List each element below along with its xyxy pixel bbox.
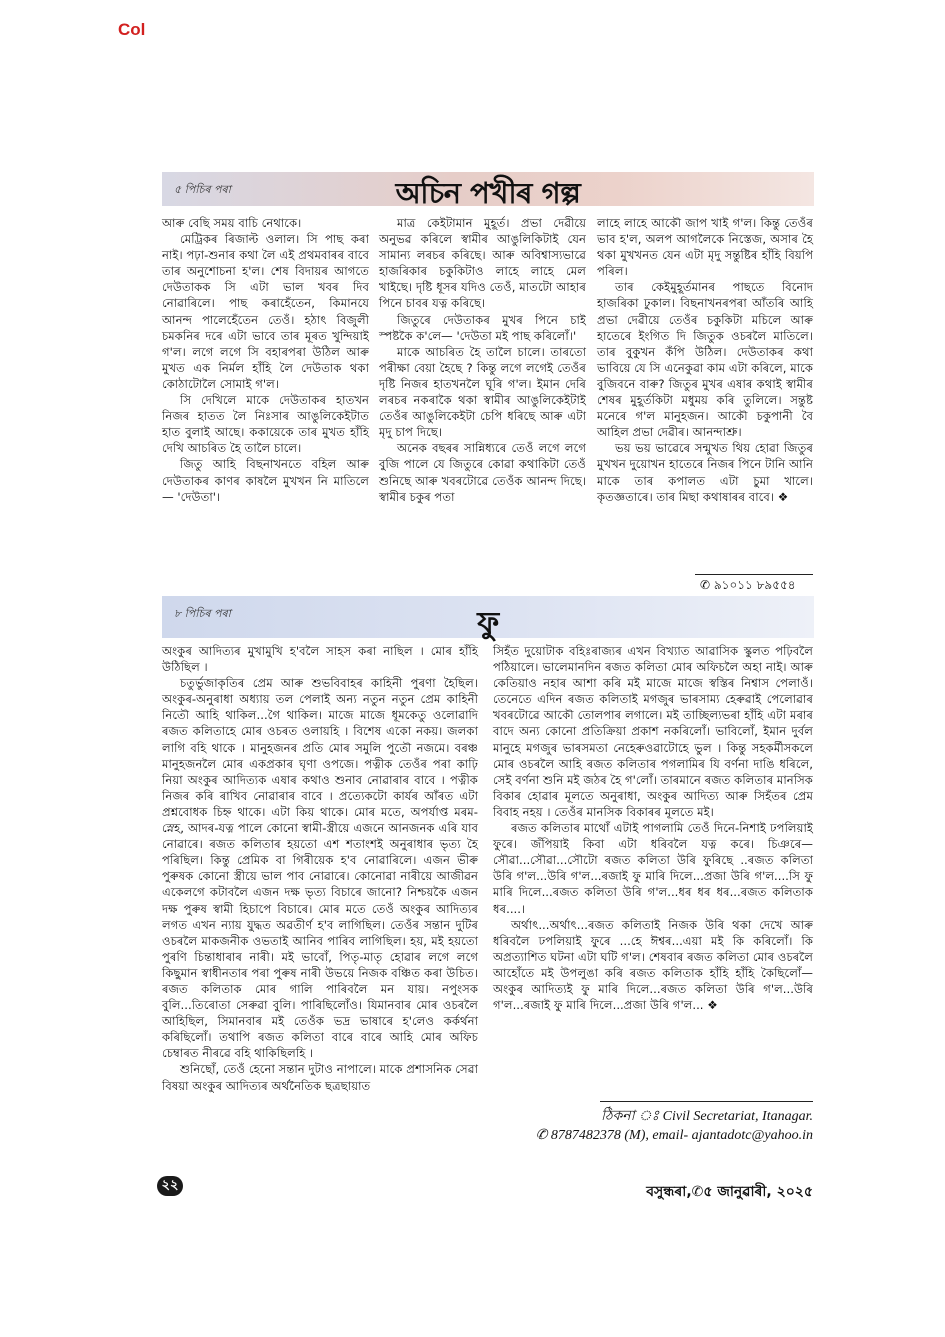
story1-continued-label: ৫ পিচিৰ পৰা (174, 183, 231, 196)
paragraph: জিতু আহি বিছনাখনতে বহিল আৰু দেউতাকৰ কাণৰ কাষলৈ মুখখন নি মাতিলে— 'দেউতা'। (162, 457, 369, 504)
story1-column-2 (379, 215, 586, 505)
paragraph: লাহে লাহে আকৌ জাপ খাই গ'ল। কিন্তু তেওঁৰ ভাব হ'ল, অলপ আগলৈকে নিস্তেজ, অসাৰ হৈ থকা মুখখনত যেন এটা মৃদু সন্তুষ্টিৰ হাঁহি বিয়পি পৰিল। (597, 216, 813, 279)
story2-continued-label: ৮ পিচিৰ পৰা (174, 607, 231, 620)
story2-column-1 (162, 643, 478, 1094)
story1-banner (162, 172, 814, 210)
contact-line: ✆ 8787482378 (M), email- ajantadotc@yahoo.in (535, 1128, 813, 1143)
story2-banner (162, 596, 814, 641)
paragraph: অংকুৰ আদিত্যৰ মুখামুখি হ'বলৈ সাহস কৰা নাছিল । মোৰ হাঁহি উঠিছিল । (162, 644, 478, 675)
paragraph: আৰু বেছি সময় বাচি নেথাকে। (162, 216, 302, 230)
paragraph: মাকে আচৰিত হৈ তালৈ চালে। তাৰতো পৰীক্ষা বেয়া হৈছে ? কিন্তু লগে লগেই তেওঁৰ দৃষ্টি নিজৰ হাতখনলৈ ঘূৰি গ'ল। ইমান দেৰি লৰচৰ নকৰাকৈ থকা স্বামীৰ আঙুলিকেইটাই তেওঁৰ আঙুলিকেইটা চেপি ধৰিছে আৰু এটা মৃদু চাপ দিছে। (379, 344, 586, 440)
paragraph: সিহঁত দুয়োটাক বহিঃৰাজ্যৰ এখন বিখ্যাত আৱাসিক স্কুলত পঢ়িবলৈ পঠিয়ালে। ভালেমানদিন ৰজত কলিতা মোৰ অফিচলৈ অহা নাই। আৰু কেতিয়াও নহাৰ আশা কৰি মই মাজে মাজে স্বস্তিৰ নিশ্বাস পেলাওঁ। তেনেতে এদিন ৰজত কলিতাই মগজুৰ ভাৰসাম্য হেৰুৱাই পেলোৱাৰ খবৰটোৱে আকৌ তোলপাৰ লগালে। মই তাচ্ছিল্যভৰা হাঁহি এটা মৰাৰ বাদে অন্য কোনো প্ৰতিক্ৰিয়া প্ৰকাশ নকৰিলোঁ। ভাবিলোঁ, ইমান দুৰ্বল মানুহে মগজুৰ ভাৰসমতা নেহেৰুওৱাটোহে ভুল । কিন্তু সহকৰ্মীসকলে মোৰ ওচৰলৈ আহি ৰজত কলিতাৰ পগলামিৰ যি বৰ্ণনা দাঙি ধৰিলে, সেই বৰ্ণনা শুনি মই জঠৰ হৈ গ'লোঁ। তাৰমানে ৰজত কলিতাৰ মানসিক বিকাৰ হোৱাৰ মূলতে অনুৰাধা, অংকুৰ আদিত্য আৰু সিহঁতৰ প্ৰেম বিবাহ নহয় । তেওঁৰ মানসিক বিকাৰৰ মূলতে মই। (493, 644, 813, 819)
address-line: ঠিকনা ঃ Civil Secretariat, Itanagar. (600, 1109, 813, 1124)
story1-phone: ✆ ৯১০১১ ৮৯৫৫৪ (700, 578, 796, 592)
story1-column-3 (597, 215, 813, 505)
paragraph: ৰজত কলিতাৰ মাথোঁ এটাই পাগলামি তেওঁ দিনে-নিশাই ঢপলিয়াই ফুৰে। জঁপিয়াই কিবা এটা ধৰিবলৈ যত্ন কৰে। চিঞৰে—সৌৱা...সৌৱা...সৌটো ৰজত কলিতা উৰি ফুৰিছে ..ৰজত কলিতা উৰি গ'ল...উৰি গ'ল...ৰজাই ফু মাৰি দিলে...প্ৰজা উৰি গ'ল....সি ফু মাৰি দিলে...ৰজত কলিতা উৰি গ'ল...ধৰ ধৰ ধৰ...ৰজত কলিতাক ধৰ....। (493, 821, 813, 916)
paragraph: সি দেখিলে মাকে দেউতাকৰ হাতখন নিজৰ হাতত লৈ নিঃসাৰ আঙুলিকেইটাত হাত বুলাই আছে। ককায়েকে তাৰ মুখত হাঁহি দেখি আচৰিত হৈ তালৈ চালে। (162, 393, 369, 456)
col-tag: Col (118, 20, 146, 39)
paragraph: তাৰ কেইমুহূৰ্তমানৰ পাছতে বিনোদ হাজৰিকা ঢুকাল। বিছনাখনৰপৰা আঁতৰি আহি প্ৰভা দেৱীয়ে তেওঁৰ চকুকিটা মচিলে আৰু হাতেৰে ইংগিত দি জিতুক ওচৰলৈ মাতিলে। তাৰ বুকুখন কঁপি উঠিল। দেউতাকৰ কথা ভাবিয়ে যে সি এনেকুৱা কাম এটা কৰিলে, মাকে বুজিবনে বাৰু? জিতুৰ মুখৰ এষাৰ কথাই স্বামীৰ শেষৰ মুহূৰ্তকিটা মধুময় কৰি তুলিলে। সন্তুষ্ট মনেৰে গ'ল মানুহজন। আকৌ চকুপানী বৈ আহিল প্ৰভা দেৱীৰ। আনন্দাশ্ৰু। (597, 280, 813, 440)
address-rule (600, 1101, 813, 1102)
paragraph: ভয় ভয় ভাৱেৰে সন্মুখত থিয় হোৱা জিতুৰ মুখখন দুয়োখন হাতেৰে নিজৰ পিনে টানি আনি মাকে তাৰ কপালত এটা চুমা খালে। কৃতজ্ঞতাৰে। তাৰ মিছা কথাষাৰৰ বাবে। ❖ (597, 441, 813, 504)
story2-column-2 (493, 643, 813, 1013)
story2-title: ফু (477, 606, 499, 641)
story1-column-1 (162, 215, 369, 505)
paragraph: অনেক বছৰৰ সান্নিধ্যৰে তেওঁ লগে লগে বুজি পালে যে জিতুৰে কোৱা কথাকিটা তেওঁ শুনিছে আৰু খবৰটোৱে তেওঁক আনন্দ দিছে। স্বামীৰ চকুৰ পতা (379, 441, 586, 504)
magazine-footer: বসুন্ধৰা,✆৫ জানুৱাৰী, ২০২৫ (646, 1184, 813, 1200)
story1-title: অচিন পখীৰ গল্প (395, 176, 581, 210)
paragraph: চতুৰ্ভুজাকৃতিৰ প্ৰেম আৰু শুভবিবাহৰ কাহিনী পুৰণা হৈছিল। অংকুৰ-অনুৰাধা অধ্যায় তল পেলাই অন্য নতুন নতুন প্ৰেম কাহিনী নিতৌ আহি থাকিল...গৈ থাকিল। মাজে মাজে ধূমকেতু ওলোৱাদি ৰজত কলিতাহে মোৰ ওচৰত ওলায়হি । বিশেষ একো নকয়। জলকা লাগি বহি থাকে । মানুহজনৰ প্ৰতি মোৰ সমুলি পুতৌ নজমে। বৰঞ্চ মানুহজনলৈ মোৰ একপ্ৰকাৰ ঘৃণা ওপজে। পত্নীক তেওঁৰ পৰা কাঢ়ি নিয়া অংকুৰ আদিত্যক এষাৰ কথাও শুনাব নোৱাৰাৰ বাবে । পত্নীক নিজৰ কৰি ৰাখিব নোৱাৰাৰ বাবে । প্ৰত্যেকটো কাৰ্যৰ আঁৰত এটা প্ৰশ্নবোধক চিহ্ন থাকে। এটা কিয় থাকে। মোৰ মতে, অপৰ্যাপ্ত মৰম-স্নেহ, আদৰ-যত্ন পালে কোনো স্বামী-স্ত্ৰীয়ে এজনে আনজনক এৰি যাব নোৱাৰে। ৰজত কলিতাৰ হয়তো এশ শতাংশই অনুৰাধাৰ ভৃত্য হৈ পৰিছিল। কিন্তু প্ৰেমিক বা গিৰীয়েক হ'ব নোৱাৰিলে। এজন ভীৰু পুৰুষক কোনো স্ত্ৰীয়ে ভাল পাব নোৱাৰে। কোনোৱা নাৰীয়ে আজীৱন একেলগে কটাবলৈ এজন দক্ষ ভৃত্য বিচাৰে জানো? নিশ্চয়কৈ এজন দক্ষ পুৰুষ স্বামী হিচাপে বিচাৰে। মোৰ মতে তেওঁ অংকুৰ আদিত্যৰ লগত এখন ন্যায় যুদ্ধত অৱতীৰ্ণ হ'ব লাগিছিল। তেওঁৰ সন্তান দুটিৰ ওচৰলৈ মাকজনীক ওভতাই আনিব পাৰিব লাগিছিল। হয়, মই হয়তো পুৰণি চিন্তাধাৰাৰ নাৰী। মই ভাবোঁ, পিতৃ-মাতৃ হোৱাৰ লগে লগে কিছুমান স্বাধীনতাৰ পৰা পুৰুষ নাৰী উভয়ে নিজক বঞ্চিত কৰা উচিত। ৰজত কলিতাক মোৰ গালি পাৰিবলৈ মন যায়। নপুংসক বুলি...তিৰোতা সেৰুৱা বুলি। পাৰিছিলোঁও। যিমানবাৰ মোৰ ওচৰলৈ আহিছিল, সিমানবাৰ মই তেওঁক ভদ্ৰ ভাষাৰে হ'লেও কৰ্কৰ্থনা কৰিছিলোঁ। তথাপি ৰজত কলিতা বাৰে বাৰে আহি মোৰ অফিচ চেম্বাৰত নীৰৱে বহি থাকিছিলহি । (162, 676, 478, 1061)
paragraph: জিতুৰে দেউতাকৰ মুখৰ পিনে চাই স্পষ্টকৈ ক'লে— 'দেউতা মই পাছ কৰিলোঁ।' (379, 312, 586, 343)
paragraph: মাত্ৰ কেইটামান মুহূৰ্ত। প্ৰভা দেৱীয়ে অনুভৱ কৰিলে স্বামীৰ আঙুলিকিটাই যেন সামান্য লৰচৰ কৰিছে। আৰু অবিশ্বাস্যভাৱে হাজৰিকাৰ চকুকিটাও লাহে লাহে মেল খাইছে। দৃষ্টি ধূসৰ যদিও তেওঁ, মাতটো আহাৰ পিনে চাবৰ যত্ন কৰিছে। (379, 216, 586, 311)
paragraph: শুনিছোঁ, তেওঁ হেনো সন্তান দুটাও নাপালে। মাকে প্ৰশাসনিক সেৱা বিষয়া অংকুৰ আদিত্যৰ অৰ্থনৈতিক ছত্ৰছায়াত (162, 1062, 478, 1093)
phone-rule (695, 574, 813, 575)
paragraph: মেট্রিকৰ ৰিজাল্ট ওলাল। সি পাছ কৰা নাই। পঢ়া-শুনাৰ কথা লৈ এই প্ৰথমবাৰৰ বাবে তাৰ অনুশোচনা হ'ল। শেষ বিদায়ৰ আগতে দেউতাকক সি এটা ভাল খবৰ দিব নোৱাৰিলে। পাছ কৰাহেঁতেন, কিমানযে আনন্দ পালেহেঁতেন তেওঁ। হঠাৎ বিজুলী চমকনিৰ দৰে এটা ভাবে তাৰ মূৰত খুন্দিয়াই গ'ল। লগে লগে সি বহাৰপৰা উঠিল আৰু মুখত এক নিৰ্মল হাঁহি লৈ দেউতাক থকা কোঠাটোলৈ সোমাই গ'ল। (162, 232, 369, 391)
author-address (493, 1107, 813, 1145)
page-number: ২২ (157, 1176, 183, 1196)
paragraph: অৰ্থাৎ...অৰ্থাৎ...ৰজত কলিতাই নিজক উৰি থকা দেখে আৰু ধৰিবলৈ ঢপলিয়াই ফুৰে ...হে ঈশ্বৰ...এয়া মই কি কৰিলোঁ। কি অপ্ৰত্যাশিত ঘটনা এটা ঘটি গ'ল। শেষবাৰ ৰজত কলিতা মোৰ ওচৰলৈ আহোঁতে মই উপলুঙা কৰি ৰজত কলিতাক হাঁহি হাঁহি কৈছিলোঁ—অংকুৰ আদিত্যই ফু মাৰি দিলে...ৰজত কলিতা উৰি গ'ল...উৰি গ'ল...ৰজাই ফু মাৰি দিলে...প্ৰজা উৰি গ'ল... ❖ (493, 917, 813, 1013)
